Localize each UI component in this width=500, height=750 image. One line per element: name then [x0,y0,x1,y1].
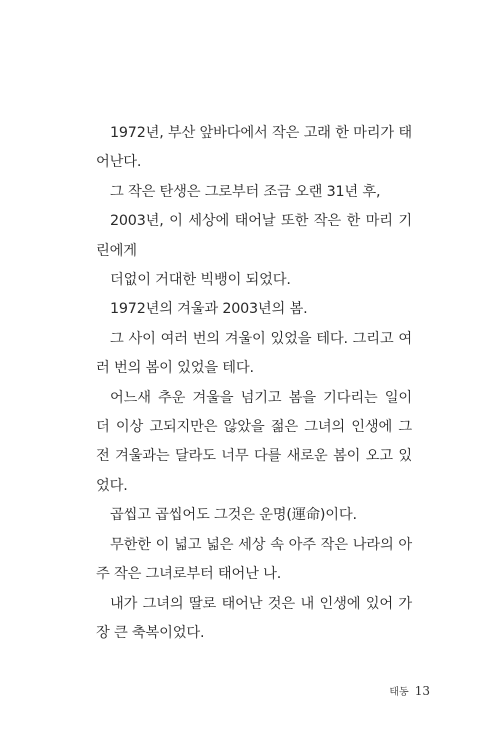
paragraph-5: 1972년의 겨울과 2003년의 봄. [110,301,308,318]
paragraph-9: 무한한 이 넓고 넓은 세상 속 아주 작은 나라의 아주 작은 그녀로부터 태어난 나. [96,536,412,583]
paragraph-6: 그 사이 여러 번의 겨울이 있었을 테다. 그리고 여러 번의 봄이 있었을 테다. [96,330,412,377]
paragraph-3: 2003년, 이 세상에 태어날 또한 작은 한 마리 기린에게 [96,213,412,259]
paragraph-1: 1972년, 부산 앞바다에서 작은 고래 한 마리가 태어난다. [96,125,412,171]
paragraph-8: 곱씹고 곱씹어도 그것은 운명(運命)이다. [110,507,357,524]
paragraph-7: 어느새 추운 겨울을 넘기고 봄을 기다리는 일이 더 이상 고되지만은 않았을 젊은 그녀의 인생에 그 전 겨울과는 달라도 너무 다를 새로운 봄이 오고 있었다. [96,389,412,494]
page-number: 13 [414,684,430,698]
paragraph-4: 더없이 거대한 빅뱅이 되었다. [110,272,291,289]
paragraph-10: 내가 그녀의 딸로 태어난 것은 내 인생에 있어 가장 큰 축복이었다. [96,595,412,641]
running-title: 태동 [389,687,409,698]
page-footer [389,683,430,698]
body-text [96,119,412,648]
paragraph-2: 그 작은 탄생은 그로부터 조금 오랜 31년 후, [110,183,381,200]
